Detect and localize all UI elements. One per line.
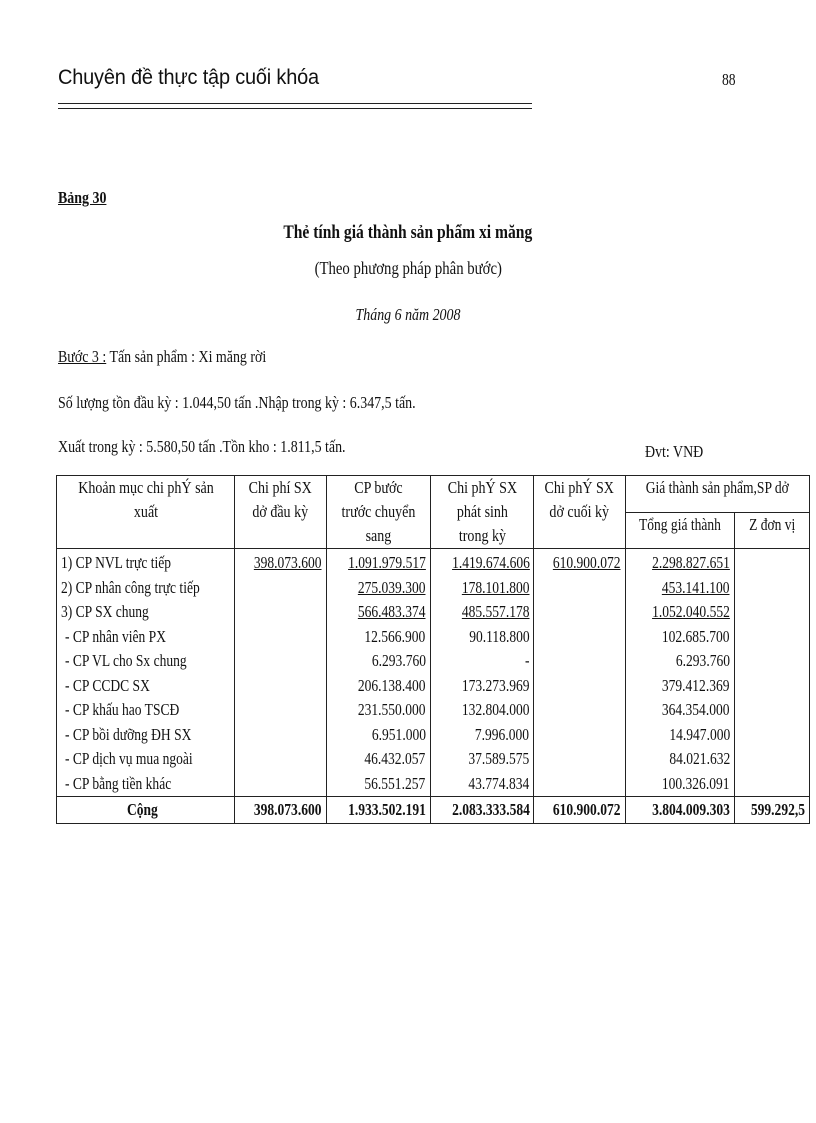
total-value: 2.083.333.584 bbox=[451, 799, 530, 819]
cell-value: 453.141.100 bbox=[662, 577, 730, 597]
cell-value: 46.432.057 bbox=[364, 749, 426, 768]
total-unit bbox=[734, 797, 809, 824]
table-label: Bảng 30 bbox=[58, 188, 107, 207]
cell-opening bbox=[235, 723, 327, 748]
table-row bbox=[57, 772, 810, 797]
cell-total bbox=[625, 600, 734, 625]
row-item bbox=[57, 576, 235, 601]
header-group: Giá thành sản phẩm,SP dở bbox=[625, 476, 809, 513]
table-row bbox=[57, 698, 810, 723]
cell-opening bbox=[235, 649, 327, 674]
header-rule-top bbox=[58, 103, 532, 104]
total-label bbox=[57, 797, 235, 824]
table-header-row bbox=[57, 476, 810, 513]
cell-value: 90.118.800 bbox=[469, 626, 530, 646]
cell-total bbox=[625, 576, 734, 601]
cell-value: 84.021.632 bbox=[668, 749, 730, 768]
cell-closing bbox=[534, 625, 626, 650]
cell-closing bbox=[534, 576, 626, 601]
cell-closing bbox=[534, 698, 626, 723]
cell-closing bbox=[534, 772, 626, 797]
table-row bbox=[57, 549, 810, 576]
cell-value: 178.101.800 bbox=[461, 577, 530, 597]
cell-transferred bbox=[326, 747, 430, 772]
cell-value: 379.412.369 bbox=[662, 675, 730, 695]
cell-closing bbox=[534, 549, 626, 576]
row-item bbox=[57, 772, 235, 797]
header-rule-bottom bbox=[58, 108, 532, 109]
cell-value: 275.039.300 bbox=[357, 577, 426, 597]
header-unit-cost: Z đơn vị bbox=[734, 512, 809, 549]
cell-unit bbox=[734, 747, 809, 772]
cell-incurred bbox=[430, 723, 534, 748]
row-item-label: 1) CP NVL trực tiếp bbox=[61, 553, 172, 572]
cell-closing bbox=[534, 723, 626, 748]
cell-value: 231.550.000 bbox=[357, 700, 426, 719]
cell-unit bbox=[734, 576, 809, 601]
cell-value: 102.685.700 bbox=[662, 626, 730, 646]
header-item: Khoản mục chi phÝ sản xuất bbox=[57, 476, 235, 549]
cell-incurred bbox=[430, 747, 534, 772]
step-label: Bước 3 : bbox=[58, 347, 107, 366]
cell-incurred bbox=[430, 674, 534, 699]
cell-unit bbox=[734, 600, 809, 625]
total-value: 3.804.009.303 bbox=[652, 799, 730, 819]
row-item-label: - CP bằng tiền khác bbox=[65, 773, 172, 793]
cell-total bbox=[625, 625, 734, 650]
row-item-label: - CP CCDC SX bbox=[65, 675, 150, 695]
page-title: Thẻ tính giá thành sản phẩm xi măng bbox=[283, 222, 533, 243]
row-item bbox=[57, 698, 235, 723]
cell-value: 7.996.000 bbox=[475, 724, 530, 744]
cell-transferred bbox=[326, 549, 430, 576]
total-transferred bbox=[326, 797, 430, 824]
cell-opening bbox=[235, 549, 327, 576]
row-item bbox=[57, 625, 235, 650]
cell-opening bbox=[235, 625, 327, 650]
cost-table bbox=[56, 475, 810, 824]
cell-value: 100.326.091 bbox=[662, 773, 730, 793]
step-text: Tấn sản phẩm : Xi măng rời bbox=[106, 347, 267, 366]
total-value: 398.073.600 bbox=[254, 799, 322, 819]
cell-total bbox=[625, 772, 734, 797]
currency-unit: Đvt: VNĐ bbox=[645, 442, 704, 461]
cell-transferred bbox=[326, 625, 430, 650]
row-item-label: 2) CP nhân công trực tiếp bbox=[61, 577, 200, 597]
cell-transferred bbox=[326, 600, 430, 625]
table-row bbox=[57, 600, 810, 625]
cell-transferred bbox=[326, 723, 430, 748]
total-closing bbox=[534, 797, 626, 824]
cell-value: 566.483.374 bbox=[357, 602, 426, 621]
cell-total bbox=[625, 698, 734, 723]
page-number: 88 bbox=[722, 70, 736, 89]
cell-value: 1.052.040.552 bbox=[652, 602, 730, 621]
cell-unit bbox=[734, 723, 809, 748]
period-label: Tháng 6 năm 2008 bbox=[355, 305, 461, 324]
cell-unit bbox=[734, 772, 809, 797]
total-value: 610.900.072 bbox=[553, 799, 621, 819]
cell-unit bbox=[734, 625, 809, 650]
cell-transferred bbox=[326, 772, 430, 797]
cell-unit bbox=[734, 549, 809, 576]
row-item bbox=[57, 674, 235, 699]
cell-transferred bbox=[326, 576, 430, 601]
table-row bbox=[57, 747, 810, 772]
table-row bbox=[57, 674, 810, 699]
cell-incurred bbox=[430, 772, 534, 797]
row-item-label: - CP bồi dưỡng ĐH SX bbox=[65, 724, 192, 744]
page-subtitle: (Theo phương pháp phân bước) bbox=[314, 258, 502, 278]
cell-value: 398.073.600 bbox=[254, 553, 322, 572]
row-item bbox=[57, 549, 235, 576]
cell-closing bbox=[534, 600, 626, 625]
table-row bbox=[57, 723, 810, 748]
total-total bbox=[625, 797, 734, 824]
table-row bbox=[57, 649, 810, 674]
row-item bbox=[57, 747, 235, 772]
cell-incurred bbox=[430, 600, 534, 625]
cell-opening bbox=[235, 576, 327, 601]
cell-value: 610.900.072 bbox=[553, 553, 621, 572]
cell-opening bbox=[235, 674, 327, 699]
cell-value: 485.557.178 bbox=[461, 602, 530, 621]
cell-value: - bbox=[524, 651, 530, 670]
cell-value: 14.947.000 bbox=[668, 724, 730, 744]
cell-value: 37.589.575 bbox=[468, 749, 530, 768]
row-item bbox=[57, 600, 235, 625]
cell-total bbox=[625, 674, 734, 699]
row-item-label: - CP nhân viên PX bbox=[65, 626, 166, 646]
total-value: 1.933.502.191 bbox=[347, 799, 426, 819]
cell-total bbox=[625, 549, 734, 576]
cell-value: 56.551.257 bbox=[364, 773, 426, 793]
stock-line: Số lượng tồn đầu kỳ : 1.044,50 tấn .Nhập trong kỳ : 6.347,5 tấn. bbox=[58, 393, 416, 412]
cell-total bbox=[625, 747, 734, 772]
cell-value: 6.293.760 bbox=[371, 651, 426, 670]
cell-total bbox=[625, 723, 734, 748]
cell-closing bbox=[534, 747, 626, 772]
cell-transferred bbox=[326, 698, 430, 723]
document-header-title: Chuyên đề thực tập cuối khóa bbox=[58, 66, 319, 89]
cell-closing bbox=[534, 674, 626, 699]
total-value: 599.292,5 bbox=[750, 799, 805, 819]
row-item bbox=[57, 649, 235, 674]
row-item-label: 3) CP SX chung bbox=[61, 602, 149, 621]
cell-opening bbox=[235, 747, 327, 772]
cell-transferred bbox=[326, 674, 430, 699]
cell-incurred bbox=[430, 576, 534, 601]
table-row bbox=[57, 625, 810, 650]
table-row bbox=[57, 576, 810, 601]
cell-opening bbox=[235, 698, 327, 723]
cell-value: 1.419.674.606 bbox=[451, 553, 530, 572]
cell-opening bbox=[235, 600, 327, 625]
cell-value: 43.774.834 bbox=[468, 773, 530, 793]
total-label-text: Cộng bbox=[126, 799, 158, 819]
cell-value: 6.293.760 bbox=[675, 651, 730, 670]
header-transferred: CP bước trước chuyển sang bbox=[326, 476, 430, 549]
header-closing: Chi phÝ SX dở cuối kỳ bbox=[534, 476, 626, 549]
cell-unit bbox=[734, 674, 809, 699]
header-opening: Chi phí SX dở đầu kỳ bbox=[235, 476, 327, 549]
cell-total bbox=[625, 649, 734, 674]
cell-value: 6.951.000 bbox=[371, 724, 426, 744]
cell-closing bbox=[534, 649, 626, 674]
cell-value: 364.354.000 bbox=[662, 700, 730, 719]
header-total-cost: Tổng giá thành bbox=[625, 512, 734, 549]
cell-incurred bbox=[430, 625, 534, 650]
row-item-label: - CP dịch vụ mua ngoài bbox=[65, 749, 193, 768]
cell-value: 12.566.900 bbox=[364, 626, 426, 646]
total-opening bbox=[235, 797, 327, 824]
cell-unit bbox=[734, 698, 809, 723]
cell-value: 173.273.969 bbox=[461, 675, 530, 695]
cell-incurred bbox=[430, 649, 534, 674]
total-incurred bbox=[430, 797, 534, 824]
cell-transferred bbox=[326, 649, 430, 674]
step-line bbox=[58, 347, 266, 367]
cell-value: 132.804.000 bbox=[461, 700, 530, 719]
cell-incurred bbox=[430, 698, 534, 723]
cell-value: 206.138.400 bbox=[357, 675, 426, 695]
row-item-label: - CP khấu hao TSCĐ bbox=[65, 700, 180, 719]
header-incurred: Chi phÝ SX phát sinh trong kỳ bbox=[430, 476, 534, 549]
cell-value: 1.091.979.517 bbox=[347, 553, 426, 572]
row-item bbox=[57, 723, 235, 748]
output-line: Xuất trong kỳ : 5.580,50 tấn .Tồn kho : 1.811,5 tấn. bbox=[58, 437, 346, 456]
cell-incurred bbox=[430, 549, 534, 576]
cell-unit bbox=[734, 649, 809, 674]
cell-value: 2.298.827.651 bbox=[652, 553, 730, 572]
row-item-label: - CP VL cho Sx chung bbox=[65, 651, 187, 670]
cell-opening bbox=[235, 772, 327, 797]
total-row bbox=[57, 797, 810, 824]
